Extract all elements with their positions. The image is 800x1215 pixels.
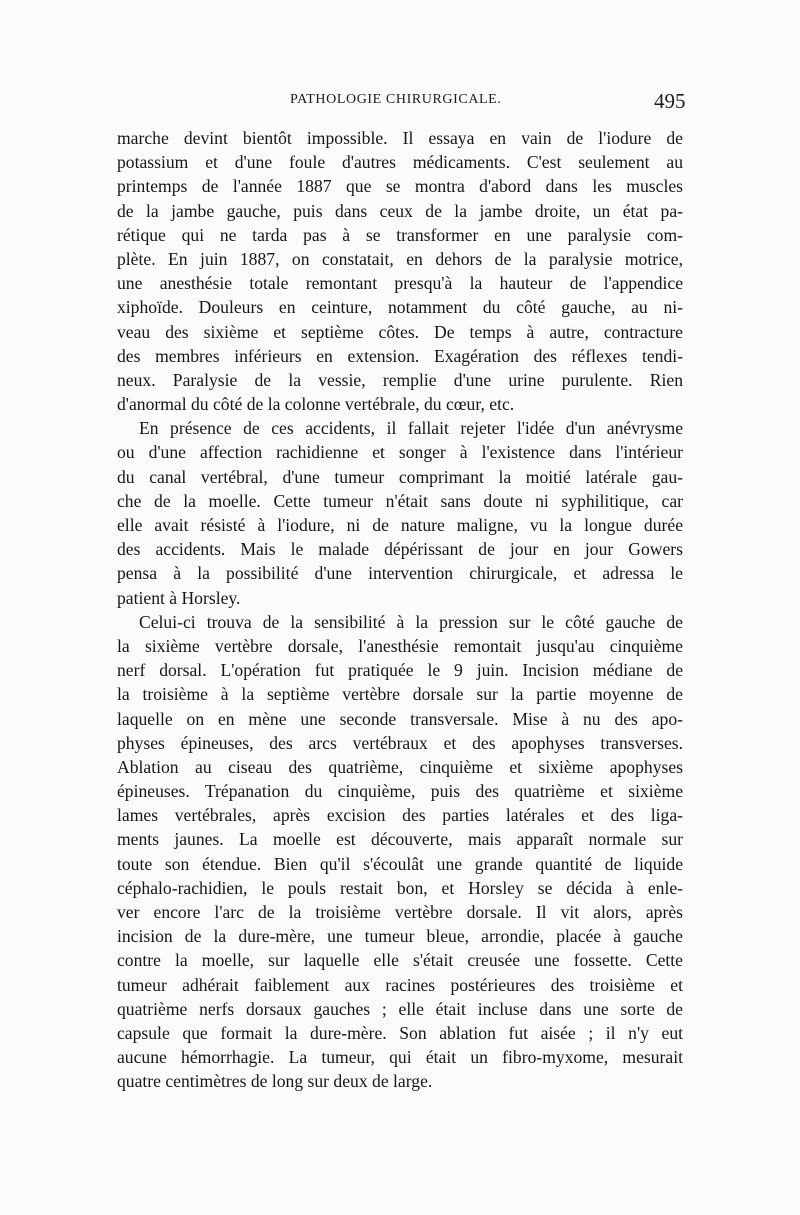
text-line: Celui-ci trouva de la sensibilité à la pression sur le côté gauche de: [139, 611, 683, 632]
running-head: PATHOLOGIE CHIRURGICALE.: [290, 92, 502, 107]
text-line: épineuses. Trépanation du cinquième, puis des quatrième et sixième: [117, 781, 683, 802]
text-line: des membres inférieurs en extension. Exagération des réflexes tendi-: [117, 345, 683, 366]
text-line: incision de la dure-mère, une tumeur bleue, arrondie, placée à gauche: [117, 926, 683, 947]
text-line: capsule que formait la dure-mère. Son ablation fut aisée ; il n'y eut: [117, 1022, 683, 1043]
text-line: elle avait résisté à l'iodure, ni de nature maligne, vu la longue durée: [117, 515, 683, 535]
text-line: quatre centimètres de long sur deux de large.: [117, 1071, 433, 1092]
text-line: la sixième vertèbre dorsale, l'anesthésie remontait jusqu'au cinquième: [117, 635, 683, 656]
text-line: des accidents. Mais le malade dépérissant de jour en jour Gowers: [117, 539, 683, 560]
text-line: potassium et d'une foule d'autres médicaments. C'est seulement au: [117, 152, 683, 173]
page-number: 495: [654, 89, 686, 113]
text-line: patient à Horsley.: [117, 587, 241, 608]
text-line: En présence de ces accidents, il fallait rejeter l'idée d'un anévrysme: [139, 418, 683, 439]
text-line: rétique qui ne tarda pas à se transformer en une paralysie com-: [117, 224, 683, 245]
text-line: physes épineuses, des arcs vertébraux et des apophyses transverses.: [117, 732, 683, 753]
text-line: lames vertébrales, après excision des parties latérales et des liga-: [117, 805, 683, 826]
text-line: quatrième nerfs dorsaux gauches ; elle était incluse dans une sorte de: [117, 998, 683, 1019]
text-line: contre la moelle, sur laquelle elle s'était creusée une fossette. Cette: [117, 950, 683, 971]
text-line: laquelle on en mène une seconde transversale. Mise à nu des apo-: [117, 708, 683, 729]
text-line: une anesthésie totale remontant presqu'à la hauteur de l'appendice: [117, 273, 683, 294]
text-line: ments jaunes. La moelle est découverte, mais apparaît normale sur: [117, 829, 683, 850]
text-line: du canal vertébral, d'une tumeur comprimant la moitié latérale gau-: [117, 466, 683, 487]
text-line: neux. Paralysie de la vessie, remplie d'une urine purulente. Rien: [117, 369, 683, 390]
body-text: [117, 126, 683, 1094]
text-line: tumeur adhérait faiblement aux racines postérieures des troisième et: [117, 974, 683, 995]
text-line: de la jambe gauche, puis dans ceux de la jambe droite, un état pa-: [117, 200, 683, 221]
text-line: ver encore l'arc de la troisième vertèbre dorsale. Il vit alors, après: [117, 902, 683, 922]
text-line: che de la moelle. Cette tumeur n'était sans doute ni syphilitique, car: [117, 490, 683, 511]
text-line: ou d'une affection rachidienne et songer à l'existence dans l'intérieur: [117, 442, 683, 463]
text-line: nerf dorsal. L'opération fut pratiquée le 9 juin. Incision médiane de: [117, 660, 683, 681]
text-line: d'anormal du côté de la colonne vertébrale, du cœur, etc.: [117, 394, 515, 415]
text-line: pensa à la possibilité d'une intervention chirurgicale, et adressa le: [117, 563, 683, 584]
text-line: Ablation au ciseau des quatrième, cinquième et sixième apophyses: [117, 756, 683, 777]
text-line: aucune hémorrhagie. La tumeur, qui était un fibro-myxome, mesurait: [117, 1047, 683, 1068]
text-line: la troisième à la septième vertèbre dorsale sur la partie moyenne de: [117, 684, 683, 705]
text-line: marche devint bientôt impossible. Il essaya en vain de l'iodure de: [117, 128, 683, 148]
text-line: toute son étendue. Bien qu'il s'écoulât une grande quantité de liquide: [117, 853, 683, 874]
text-line: céphalo-rachidien, le pouls restait bon, et Horsley se décida à enle-: [117, 877, 683, 898]
text-line: plète. En juin 1887, on constatait, en dehors de la paralysie motrice,: [117, 248, 683, 269]
text-line: xiphoïde. Douleurs en ceinture, notamment du côté gauche, au ni-: [117, 297, 683, 318]
text-line: printemps de l'année 1887 que se montra d'abord dans les muscles: [117, 176, 683, 197]
text-line: veau des sixième et septième côtes. De temps à autre, contracture: [117, 321, 683, 342]
